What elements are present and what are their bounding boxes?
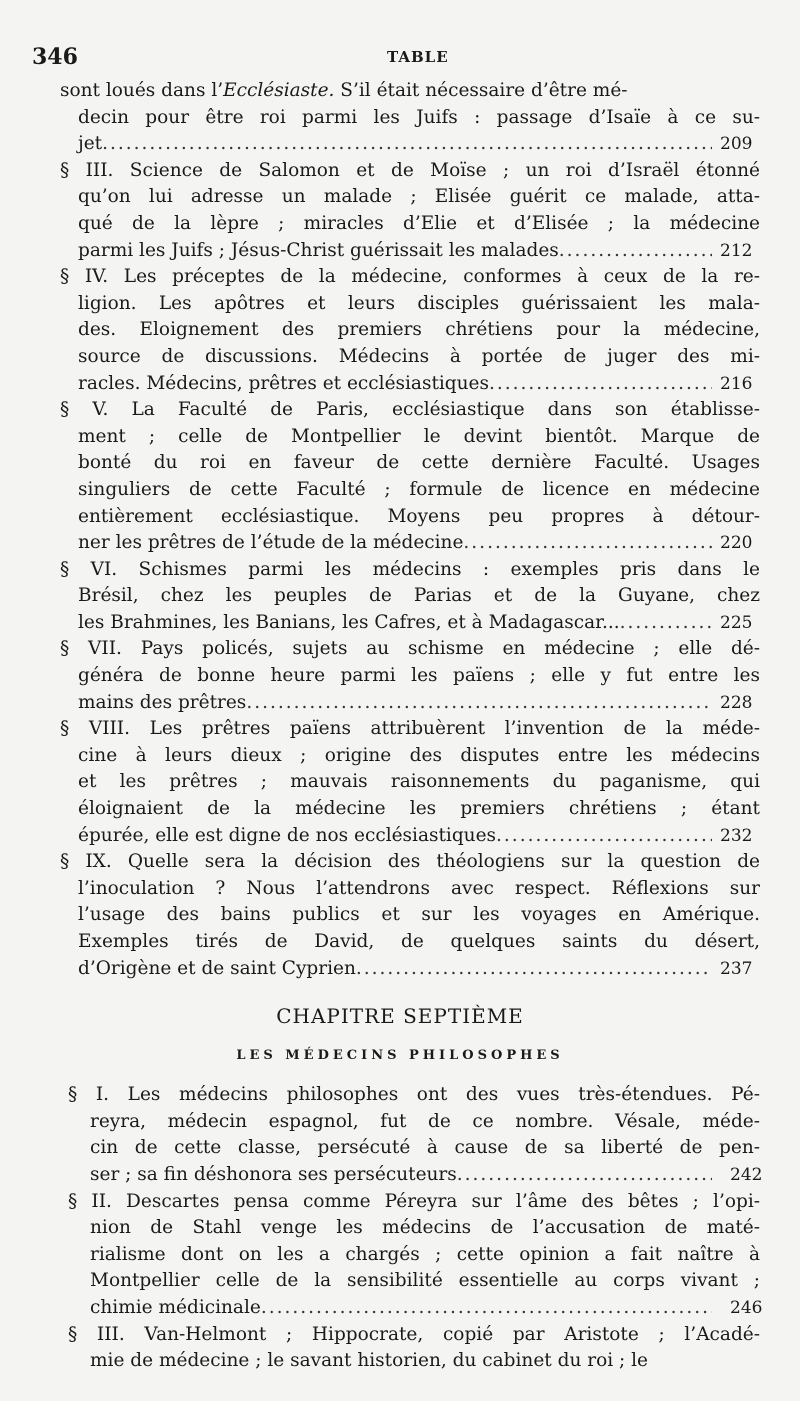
toc-entry [0,557,800,637]
toc-entry-line [90,1242,760,1269]
toc-entry-line [90,1109,760,1136]
toc-entry-text: sont loués dans l’ [60,80,224,101]
toc-entry-line [78,105,760,132]
table-of-contents [0,78,800,1375]
page-header [32,44,772,74]
toc-entry-text: les Brahmines, les Banians, les Cafres, et à Madagascar... [78,611,620,633]
toc-entry-line [78,344,760,371]
toc-entry-line [78,317,760,344]
toc-entry-text: l’inoculation ? Nous l’attendrons avec respect. Réflexions sur [78,877,760,899]
toc-entry-final-line [78,371,753,398]
toc-entry-text: généra de bonne heure parmi les païens ; elle y fut entre les [78,665,760,687]
toc-entry-text: reyra, médecin espagnol, fut de ce nombre. Vésale, méde- [90,1110,760,1132]
toc-entry-text: ner les prêtres de l’étude de la médecine [78,532,464,554]
toc-entry-text: § VII. Pays policés, sujets au schisme en médecine ; elle dé- [60,638,760,660]
toc-entry-final-line [90,1162,763,1189]
toc-entry-line [78,902,760,929]
toc-entry-final-line [78,823,753,850]
toc-entry-line [78,450,760,477]
toc-entry-line [78,769,760,796]
toc-entry-line [68,1082,760,1109]
italic-title: Ecclésiaste. [223,80,335,101]
toc-entry [0,636,800,716]
leader-dots [102,131,712,158]
toc-entry-text: § III. Science de Salomon et de Moïse ; un roi d’Israël étonné [60,159,760,181]
toc-page-number: 232 [720,825,753,846]
toc-entry-text: mie de médecine ; le savant historien, du cabinet du roi ; le [90,1350,648,1372]
toc-entry-line [60,849,760,876]
leader-dots [496,823,712,850]
toc-entry-text: nion de Stahl venge les médecins de l’accusation de maté- [90,1217,760,1239]
toc-entry-text: ment ; celle de Montpellier le devint bientôt. Marque de [78,425,760,447]
toc-section-chapter-seven [0,1082,800,1375]
toc-entry-text: bonté du roi en faveur de cette dernière Faculté. Usages [78,452,760,474]
chapter-subtitle: LES MÉDECINS PHILOSOPHES [236,1048,564,1064]
toc-entry-text: rialisme dont on les a chargés ; cette opinion a fait naître à [90,1243,760,1265]
toc-entry [0,1322,800,1375]
toc-entry-text: § V. La Faculté de Paris, ecclésiastique dans son établisse- [60,399,760,421]
leader-dots [489,371,712,398]
toc-entry-text: cin de cette classe, persécuté à cause de sa liberté de pen- [90,1137,760,1159]
toc-page-number: 228 [720,692,753,713]
toc-entry-line [60,716,760,743]
toc-entry-text: chimie médicinale [90,1296,261,1318]
toc-page-number: 237 [720,958,753,979]
toc-page-number: 220 [720,533,753,554]
toc-entry-line [78,291,760,318]
toc-entry-line [78,504,760,531]
toc-entry-line [60,397,760,424]
toc-entry-line [68,1322,760,1349]
toc-entry-text: éloignaient de la médecine les premiers chrétiens ; étant [78,798,760,820]
toc-section-chapter-six [0,78,800,982]
toc-entry-final-line [78,956,753,983]
toc-entry-text: l’usage des bains publics et sur les voyages en Amérique. [78,904,760,926]
toc-entry-text: entièrement ecclésiastique. Moyens peu propres à détour- [78,505,760,527]
toc-entry-line [90,1135,760,1162]
toc-entry-line [78,184,760,211]
toc-entry-final-line [78,690,753,717]
toc-entry-text: § IX. Quelle sera la décision des théologiens sur la question de [60,851,760,873]
page-number: 346 [32,44,78,70]
toc-entry-text: § VIII. Les prêtres païens attribuèrent l’invention de la méde- [60,718,760,740]
toc-entry-line [78,876,760,903]
toc-entry-text: parmi les Juifs ; Jésus-Christ guérissait les malades [78,239,559,261]
leader-dots [559,238,712,265]
toc-entry-line [90,1268,760,1295]
toc-entry-line [68,1189,760,1216]
toc-entry-final-line [78,530,753,557]
toc-entry-text: § II. Descartes pensa comme Péreyra sur l’âme des bêtes ; l’opi- [68,1190,760,1212]
toc-entry-text: singuliers de cette Faculté ; formule de licence en médecine [78,478,760,500]
toc-entry-text: qué de la lèpre ; miracles d’Elie et d’Elisée ; la médecine [78,212,760,234]
toc-entry-text: qu’on lui adresse un malade ; Elisée guérit ce malade, atta- [78,186,760,208]
toc-page-number: 209 [720,134,753,155]
toc-entry-line [78,583,760,610]
toc-entry-text: ligion. Les apôtres et leurs disciples guérissaient les mala- [78,292,760,314]
toc-entry-text: S’il était nécessaire d’être mé- [334,80,628,101]
toc-entry-text: cine à leurs dieux ; origine des disputes entre les médecins [78,744,760,766]
toc-entry-text: jet [78,133,103,155]
toc-entry-text: source de discussions. Médecins à portée de juger des mi- [78,345,760,367]
toc-entry-final-line [78,238,753,265]
toc-entry-text: ser ; sa fin déshonora ses persécuteurs [90,1163,457,1185]
toc-entry [0,1189,800,1322]
leader-dots [356,956,712,983]
toc-entry-text: et les prêtres ; mauvais raisonnements du paganisme, qui [78,771,760,793]
toc-page-number: 216 [720,373,753,394]
toc-entry-line [78,663,760,690]
toc-page-number: 225 [720,612,753,633]
toc-entry-line [78,211,760,238]
toc-entry-text: racles. Médecins, prêtres et ecclésiastiques [78,372,490,394]
toc-entry-line [90,1215,760,1242]
leader-dots [261,1295,712,1322]
toc-entry-line [78,796,760,823]
chapter-title: CHAPITRE SEPTIÈME [276,1004,524,1029]
toc-page-number: 242 [730,1164,763,1185]
toc-entry-text: épurée, elle est digne de nos ecclésiastiques [78,824,497,846]
toc-entry-line [60,158,760,185]
toc-entry [0,716,800,849]
toc-page-number: 246 [730,1297,763,1318]
toc-entry-line [60,636,760,663]
toc-entry-text: § I. Les médecins philosophes ont des vues très-étendues. Pé- [68,1084,760,1106]
toc-entry-text: mains des prêtres [78,691,247,713]
toc-entry-line [78,477,760,504]
toc-entry-line [90,1348,760,1375]
toc-entry-text: des. Eloignement des premiers chrétiens pour la médecine, [78,319,760,341]
leader-dots [246,690,712,717]
toc-entry-text: § VI. Schismes parmi les médecins : exemples pris dans le [60,558,760,580]
toc-entry [0,849,800,982]
toc-entry-text: Brésil, chez les peuples de Parias et de la Guyane, chez [78,585,760,607]
toc-entry [0,264,800,397]
toc-entry-line [78,743,760,770]
toc-entry-line [60,264,760,291]
toc-entry-line [78,424,760,451]
chapter-heading-block [0,982,800,1082]
toc-entry-final-line [78,610,753,637]
leader-dots [463,530,712,557]
toc-entry-text: Exemples tirés de David, de quelques saints du désert, [78,931,760,952]
toc-entry [0,78,800,158]
toc-entry [0,158,800,264]
toc-entry-line [60,557,760,584]
leader-dots [457,1162,712,1189]
leader-dots [620,610,712,637]
toc-entry [0,1082,800,1188]
toc-page-number: 212 [720,240,753,261]
toc-entry-text: d’Origène et de saint Cyprien [78,957,356,979]
toc-entry-text: Montpellier celle de la sensibilité essentielle au corps vivant ; [90,1270,760,1292]
running-head: TABLE [387,48,449,66]
toc-entry-final-line [90,1295,763,1322]
toc-entry-text: decin pour être roi parmi les Juifs : passage d’Isaïe à ce su- [78,106,760,128]
toc-entry-text: § III. Van-Helmont ; Hippocrate, copié par Aristote ; l’Acadé- [68,1323,760,1345]
toc-entry-final-line [78,131,753,158]
toc-entry-line [78,929,760,956]
toc-entry-line [60,78,760,105]
toc-entry [0,397,800,557]
toc-entry-text: § IV. Les préceptes de la médecine, conformes à ceux de la re- [60,266,760,288]
